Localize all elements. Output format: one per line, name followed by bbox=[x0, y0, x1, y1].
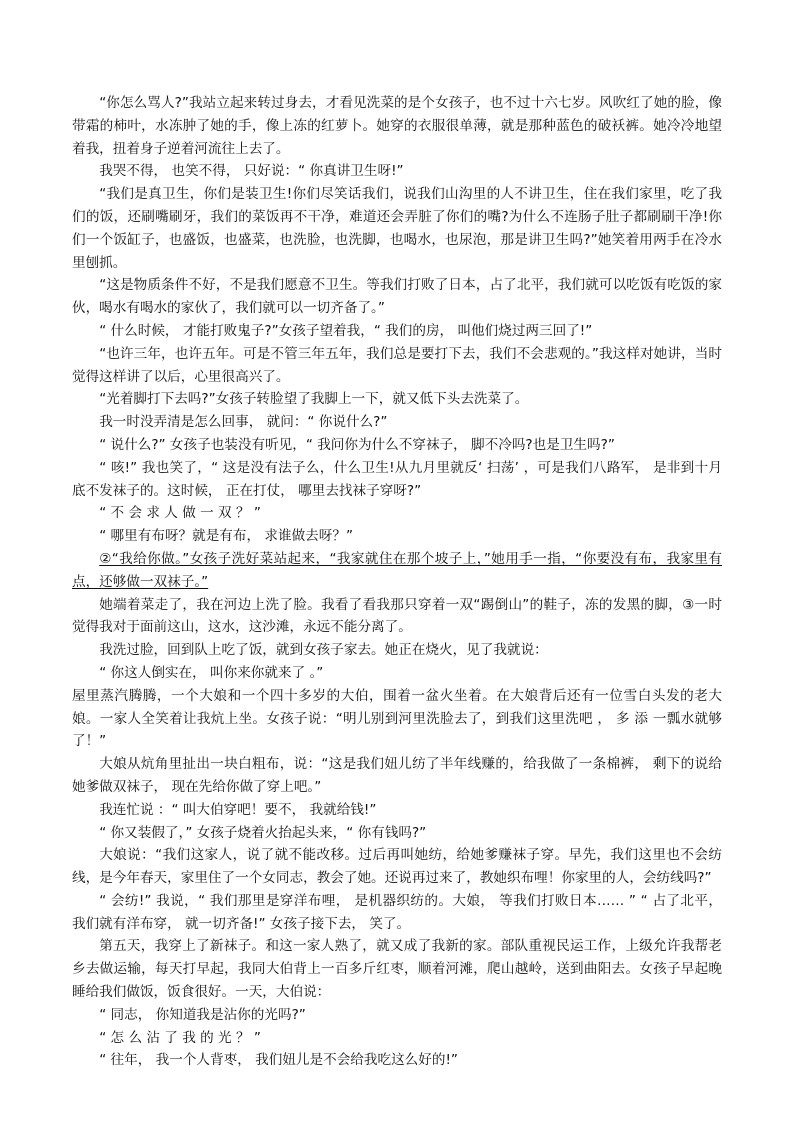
paragraph-20: “ 你又装假了，” 女孩子烧着火抬起头来，“ 你有钱吗?” bbox=[99, 824, 427, 841]
paragraph-4: “这是物质条件不好，不是我们愿意不卫生。等我们打败了日本，占了北平，我们就可以吃饭有吃饭的家伙，喝水有喝水的家伙了，我们就可以一切齐备了。” bbox=[72, 277, 722, 317]
paragraph-18: 大娘从炕角里扯出一块白粗布，说：“这是我们妞儿纺了半年线赚的，给我做了一条棉裤， 剩下的说给她爹做双袜子， 现在先给你做了穿上吧。” bbox=[72, 756, 722, 795]
paragraph-13-underlined: ②“我给你做。”女孩子洗好菜站起来，“我家就住在那个坡子上，”她用手一指，“你要没有布，我家里有点，还够做一双袜子。” bbox=[72, 550, 722, 590]
paragraph-25: “ 怎 么 沾 了 我 的 光 ？ ” bbox=[99, 1029, 261, 1046]
paragraph-1: “你怎么骂人?”我站立起来转过身去，才看见洗菜的是个女孩子，也不过十六七岁。风吹红了她的脸，像带霜的柿叶，水冻肿了她的手，像上冻的红萝卜。她穿的衣服很单薄，就是那种蓝色的破袄裤。她冷冷地望着我，扭着身子逆着河流往上去了。 bbox=[72, 95, 722, 157]
paragraph-19: 我连忙说 ：“ 叫大伯穿吧！要不， 我就给钱!” bbox=[99, 801, 377, 818]
paragraph-21: 大娘说：“我们这家人，说了就不能改移。过后再叫她纺，给她爹赚袜子穿。早先，我们这里也不会纺线，是今年春天，家里住了一个女同志，教会了她。还说再过来了，教她织布哩！你家里的人，会纺线吗?” bbox=[72, 847, 722, 887]
paragraph-16: “ 你这人倒实在， 叫你来你就来了 。” bbox=[99, 664, 324, 681]
paragraph-5: “ 什么时候， 才能打败鬼子?”女孩子望着我，“ 我们的房， 叫他们烧过两三回了!” bbox=[99, 322, 593, 339]
document-page bbox=[72, 92, 722, 1072]
paragraph-6: “也许三年，也许五年。可是不管三年五年，我们总是要打下去，我们不会悲观的。”我这样对她讲，当时觉得这样讲了以后，心里很高兴了。 bbox=[72, 345, 722, 385]
paragraph-2: 我哭不得， 也笑不得， 只好说：“ 你真讲卫生呀!” bbox=[99, 163, 404, 180]
paragraph-22: “ 会纺!” 我说，“ 我们那里是穿洋布哩， 是机器织纺的。大娘， 等我们打败日本…… ” “ 占了北平， 我们就有洋布穿， 就一切齐备!” 女孩子接下去， 笑了。 bbox=[72, 892, 722, 932]
paragraph-26: “ 往年， 我一个人背枣， 我们妞儿是不会给我吃这么好的!” bbox=[99, 1052, 458, 1069]
paragraph-24: “ 同志， 你知道我是沾你的光吗?” bbox=[99, 1006, 306, 1023]
paragraph-15: 我洗过脸，回到队上吃了饭，就到女孩子家去。她正在烧火，见了我就说： bbox=[99, 642, 548, 659]
paragraph-12: “ 哪里有布呀？就是有布， 求谁做去呀？” bbox=[99, 528, 354, 545]
paragraph-9: “ 说什么?” 女孩子也装没有听见，“ 我问你为什么不穿袜子， 脚不冷吗?也是卫生吗?” bbox=[99, 436, 615, 453]
paragraph-23: 第五天，我穿上了新袜子。和这一家人熟了，就又成了我新的家。部队重视民运工作，上级允许我帮老乡去做运输，每天打早起，我同大伯背上一百多斤红枣，顺着河滩，爬山越岭，送到曲阳去。女孩子早起晚睡给我们做饭，饭食很好。一天，大伯说： bbox=[72, 938, 722, 1001]
paragraph-17: 屋里蒸汽腾腾，一个大娘和一个四十多岁的大伯，围着一盆火坐着。在大娘背后还有一位雪白头发的老大娘。一家人全笑着让我炕上坐。女孩子说：“明儿别到河里洗脸去了，到我们这里洗吧 ， 多 添 一瓢水就够了！” bbox=[72, 687, 722, 750]
paragraph-7: “光着脚打下去吗?”女孩子转脸望了我脚上一下，就又低下头去洗菜了。 bbox=[99, 391, 529, 408]
paragraph-8: 我一时没弄清是怎么回事， 就问：“ 你说什么?” bbox=[99, 414, 388, 431]
paragraph-10: “ 咳!” 我也笑了，“ 这是没有法子么，什么卫生!从九月里就反‘ 扫荡’ ，可是我们八路军， 是非到十月底不发袜子的。这时候， 正在打仗， 哪里去找袜子穿呀?” bbox=[72, 459, 722, 499]
paragraph-11: “ 不 会 求 人 做 一 双 ？ ” bbox=[99, 505, 261, 522]
paragraph-3: “我们是真卫生，你们是装卫生!你们尽笑话我们，说我们山沟里的人不讲卫生，住在我们家里，吃了我们的饭，还刷嘴刷牙，我们的菜饭再不干净，难道还会弄脏了你们的嘴?为什么不连肠子肚子都刷刷干净!你们一个饭缸子，也盛饭，也盛菜，也洗脸，也洗脚，也喝水，也尿泡，那是讲卫生吗?”她笑着用两手在冷水里刨抓。 bbox=[72, 186, 722, 271]
paragraph-14: 她端着菜走了，我在河边上洗了脸。我看了看我那只穿着一双“踢倒山”的鞋子，冻的发黑的脚，③一时觉得我对于面前这山，这水，这沙滩，永远不能分离了。 bbox=[72, 596, 722, 636]
